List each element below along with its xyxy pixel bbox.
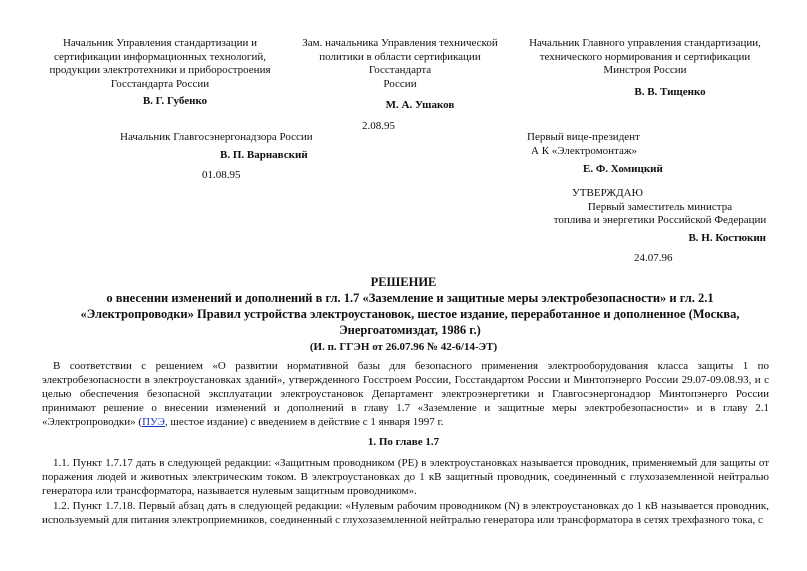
- signatory-position-line: топлива и энергетики Российской Федерации: [553, 214, 767, 226]
- signatory-name: Е. Ф. Хомицкий: [583, 163, 663, 175]
- paragraph-1-2: 1.2. Пункт 1.7.18. Первый абзац дать в следующей редакции: «Нулевым рабочим проводником (N) в электроустановках до 1 кВ называется проводник, используемый для питания электроприемников, соединенный с глухозаземленной нейтралью генератора или трансформатора в сетях трехфазного тока, с: [42, 500, 769, 526]
- decision-subtitle: [50, 290, 770, 338]
- decision-subtitle-line: о внесении изменений и дополнений в гл. 1.7 «Заземление и защитные меры электробезопасности» и гл. 2.1: [106, 291, 714, 305]
- signatory-name: В. В. Тищенко: [634, 85, 706, 98]
- signatory-position-line: сертификации информационных технологий,: [54, 50, 266, 63]
- signatory-ushakov: [290, 37, 510, 133]
- pue-link[interactable]: ПУЭ: [142, 416, 165, 428]
- signatory-name: В. Н. Костюкин: [688, 231, 766, 244]
- decision-subtitle-line: Энергоатомиздат, 1986 г.): [339, 323, 481, 337]
- signatory-gubenko: [44, 37, 276, 109]
- signatory-khomitsky: [527, 131, 777, 177]
- signatory-date: 01.08.95: [202, 169, 241, 181]
- decision-reference: (И. п. ГГЭН от 26.07.96 № 42-6/14-ЭТ): [309, 341, 498, 353]
- signatory-name: В. П. Варнавский: [220, 148, 308, 161]
- signatory-position-line: Зам. начальника Управления технической: [302, 37, 498, 49]
- intro-text-end: , шестое издание) с введением в действие с 1 января 1997 г.: [164, 416, 444, 428]
- signatory-position-line: Начальник Главного управления стандартизации,: [529, 37, 761, 49]
- signatory-position-line: Начальник Управления стандартизации и: [62, 37, 257, 49]
- approval-block: [540, 187, 780, 266]
- signatory-date: 2.08.95: [362, 119, 395, 132]
- signatory-position-line: Начальник Главгосэнергонадзора России: [120, 131, 313, 143]
- signatory-position-line: технического нормирования и сертификации: [539, 50, 751, 63]
- signatory-varnavsky: [120, 131, 380, 183]
- signatory-position-line: политики в области сертификации Госстандарта: [319, 50, 481, 76]
- decision-subtitle-line: «Электропроводки» Правил устройства электроустановок, шестое издание, переработанное и дополненное (Москва,: [80, 307, 740, 321]
- signatory-date: 24.07.96: [634, 252, 673, 264]
- signatory-tishchenko: [520, 37, 770, 99]
- signatory-position-line: А К «Электромонтаж»: [531, 144, 637, 157]
- signatory-position-line: Госстандарта России: [110, 77, 210, 90]
- signatory-position-line: России: [383, 77, 417, 90]
- intro-text: В соответствии с решением «О развитии нормативной базы для безопасного применения электрооборудования класса защиты 1 по электробезопасности в электроустановках зданий», утвержденного Госстроем России, Госстандартом России и Минтопэнерго России 29.07-09.08.93, и с целью обеспечения безопасной эксплуатации электроустановок Департамент электроэнергетики и Главгосэнергонадзор Минтопэнерго России принимают решение о внесении изменений и дополнений в главу 1.7 «Заземление и защитные меры электробезопасности» и в главу 2.1 «Электропроводки» (: [42, 360, 769, 428]
- intro-paragraph: [42, 359, 769, 429]
- approval-word: УТВЕРЖДАЮ: [572, 187, 643, 199]
- decision-title: РЕШЕНИЕ: [370, 275, 437, 289]
- signatory-position-line: Первый заместитель министра: [587, 200, 733, 213]
- signatory-name: В. Г. Губенко: [142, 95, 208, 107]
- signatory-position-line: Первый вице-президент: [527, 131, 640, 143]
- section-heading: 1. По главе 1.7: [367, 436, 440, 448]
- signatory-name: М. А. Ушаков: [385, 99, 455, 111]
- signatory-position-line: продукции электротехники и приборостроения: [49, 64, 271, 76]
- paragraph-1-1: 1.1. Пункт 1.7.17 дать в следующей редакции: «Защитным проводником (PE) в электроустановках называется проводник, применяемый для защиты от поражения людей и животных электрическим током. В электроустановках до 1 кВ защитный проводник, соединенный с глухозаземленной нейтралью генератора или трансформатора, называется нулевым защитным проводником».: [42, 457, 769, 497]
- signatory-position-line: Минстроя России: [603, 64, 687, 76]
